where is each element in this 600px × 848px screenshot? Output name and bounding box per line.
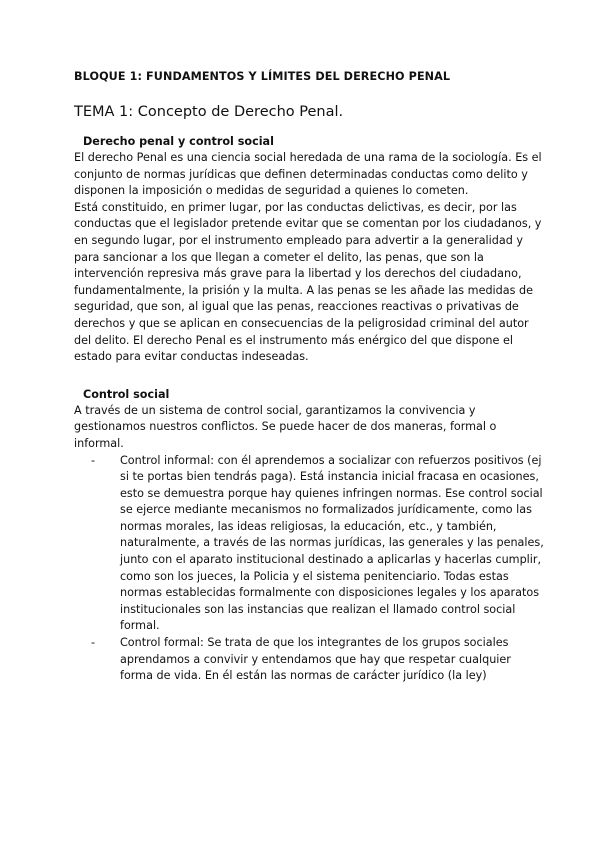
bullet-list bbox=[74, 453, 544, 685]
tema-title: TEMA 1: Concepto de Derecho Penal. bbox=[74, 104, 344, 120]
paragraph: El derecho Penal es una ciencia social heredada de una rama de la sociología. Es el conjunto de normas jurídicas que definen determinadas conductas como delito y disponen la imposición o medidas de seguridad a quienes lo cometen. bbox=[74, 151, 542, 198]
section-heading-derecho-penal: Derecho penal y control social bbox=[83, 135, 274, 148]
list-item bbox=[74, 635, 544, 685]
document-page bbox=[74, 62, 544, 685]
section-heading-control-social: Control social bbox=[83, 387, 170, 401]
bullet-dash: - bbox=[91, 453, 96, 467]
block-title: BLOQUE 1: FUNDAMENTOS Y LÍMITES DEL DERECHO PENAL bbox=[74, 70, 451, 83]
list-item-text: Control formal: Se trata de que los integrantes de los grupos sociales aprendamos a convivir y entendamos que hay que respetar cualquier forma de vida. En él están las normas de carácter jurídico (la ley) bbox=[120, 636, 511, 683]
bullet-dash: - bbox=[91, 636, 96, 650]
list-item-text: Control informal: con él aprendemos a socializar con refuerzos positivos (ej si te portas bien tendrás paga). Está instancia inicial fracasa en ocasiones, esto se demuestra porque hay quienes infringen normas. Ese control social se ejerce mediante mecanismos no formalizados jurídicamente, como las normas morales, las ideas religiosas, la educación, etc., y también, naturalmente, a través de las normas jurídicas, las generales y las penales, junto con el aparato institucional destinado a aplicarlas y hacerlas cumplir, como son los jueces, la Policia y el sistema penitenciario. Todas estas normas establecidas formalmente con disposiciones legales y los aparatos institucionales son las instancias que realizan el llamado control social formal. bbox=[120, 453, 544, 633]
paragraph: Está constituido, en primer lugar, por las conductas delictivas, es decir, por las conductas que el legislador pretende evitar que se comentan por los ciudadanos, y en segundo lugar, por el instrumento empleado para advertir a la generalidad y para sancionar a los que llegan a cometer el delito, las penas, que son la intervención represiva más grave para la libertad y los derechos del ciudadano, fundamentalmente, la prisión y la multa. A las penas se les añade las medidas de seguridad, que son, al igual que las penas, reacciones reactivas o privativas de derechos y que se aplican en consecuencias de la peligrosidad criminal del autor del delito. El derecho Penal es el instrumento más enérgico del que dispone el estado para evitar conductas indeseadas. bbox=[74, 200, 542, 364]
paragraph: A través de un sistema de control social, garantizamos la convivencia y gestionamos nuestros conflictos. Se puede hacer de dos maneras, formal o informal. bbox=[74, 403, 497, 450]
list-item bbox=[74, 453, 544, 636]
